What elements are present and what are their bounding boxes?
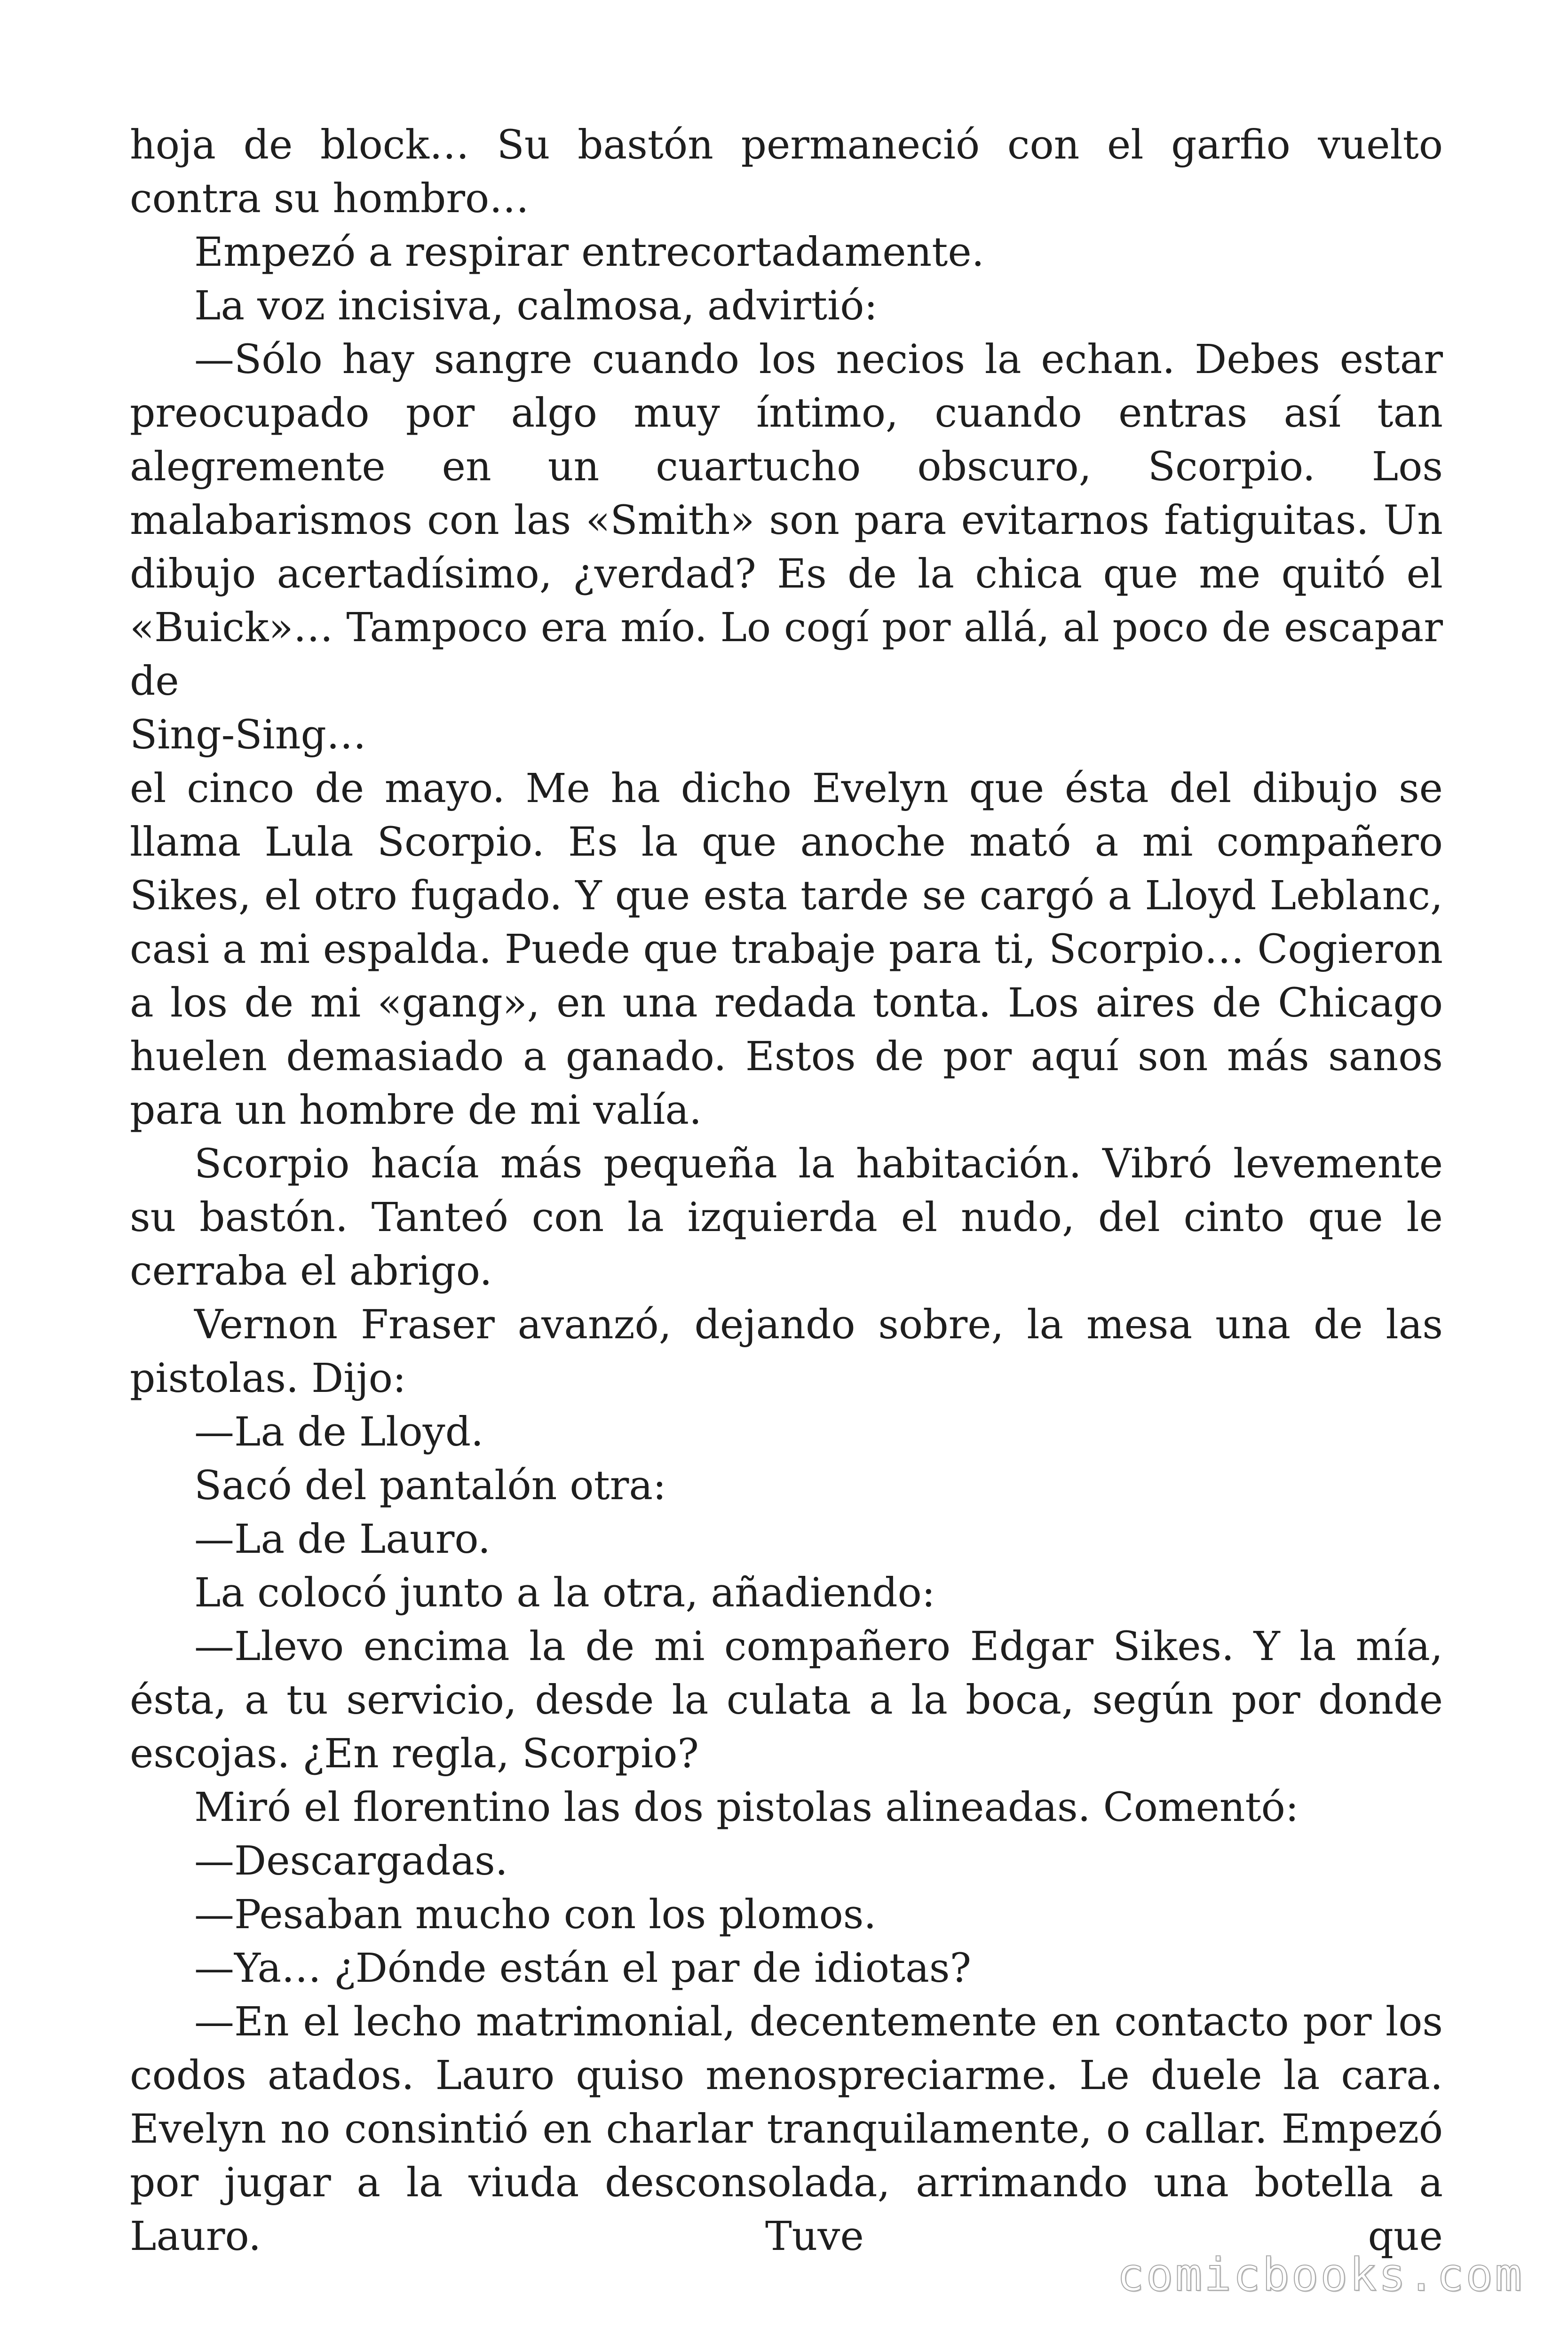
paragraph: Sacó del pantalón otra: xyxy=(194,1462,666,1509)
paragraph: La voz incisiva, calmosa, advirtió: xyxy=(194,283,878,329)
paragraph: —Descargadas. xyxy=(194,1838,508,1884)
paragraph: Miró el florentino las dos pistolas alineadas. Comentó: xyxy=(194,1784,1299,1831)
paragraph: Vernon Fraser avanzó, dejando sobre, la mesa una de las pistolas. Dijo: xyxy=(130,1302,1443,1402)
paragraph: La colocó junto a la otra, añadiendo: xyxy=(194,1570,935,1616)
paragraph: —La de Lloyd. xyxy=(194,1409,484,1455)
paragraph: Scorpio hacía más pequeña la habitación. Vibró levemente su bastón. Tanteó con la izquierda el nudo, del cinto que le cerraba el abrigo. xyxy=(130,1141,1443,1295)
watermark: comicbooks.com xyxy=(1117,2249,1524,2301)
paragraph: el cinco de mayo. Me ha dicho Evelyn que ésta del dibujo se llama Lula Scorpio. Es la que anoche mató a mi compañero Sikes, el otro fugado. Y que esta tarde se cargó a Lloyd Leblanc, casi a mi espalda. Puede que trabaje para ti, Scorpio… Cogieron a los de mi «gang», en una redada tonta. Los aires de Chicago huelen demasiado a ganado. Estos de por aquí son más sanos para un hombre de mi valía. xyxy=(130,765,1443,1134)
paragraph: —Ya… ¿Dónde están el par de idiotas? xyxy=(194,1945,972,1992)
page-body xyxy=(130,119,1443,2264)
paragraph-continued: —En el lecho matrimonial, decentemente en contacto por los codos atados. Lauro quiso menospreciarme. Le duele la cara. Evelyn no consintió en charlar tranquilamente, o callar. Empezó por jugar a la viuda desconsolada, arrimando una botella a Lauro. Tuve que xyxy=(130,1999,1443,2260)
paragraph: —Sólo hay sangre cuando los necios la echan. Debes estar preocupado por algo muy íntimo, cuando entras así tan alegremente en un cuartucho obscuro, Scorpio. Los malabarismos con las «Smith» son para evitarnos fatiguitas. Un dibujo acertadísimo, ¿verdad? Es de la chica que me quitó el «Buick»… Tampoco era mío. Lo cogí por allá, al poco de escapar de xyxy=(130,336,1443,705)
paragraph: —Llevo encima la de mi compañero Edgar Sikes. Y la mía, ésta, a tu servicio, desde la culata a la boca, según por donde escojas. ¿En regla, Scorpio? xyxy=(130,1623,1443,1777)
paragraph: hoja de block… Su bastón permaneció con el garfio vuelto contra su hombro… xyxy=(130,122,1443,222)
paragraph: Empezó a respirar entrecortadamente. xyxy=(194,229,984,276)
paragraph: —Pesaban mucho con los plomos. xyxy=(194,1891,877,1938)
paragraph: Sing-Sing… xyxy=(130,712,366,758)
paragraph: —La de Lauro. xyxy=(194,1516,491,1563)
